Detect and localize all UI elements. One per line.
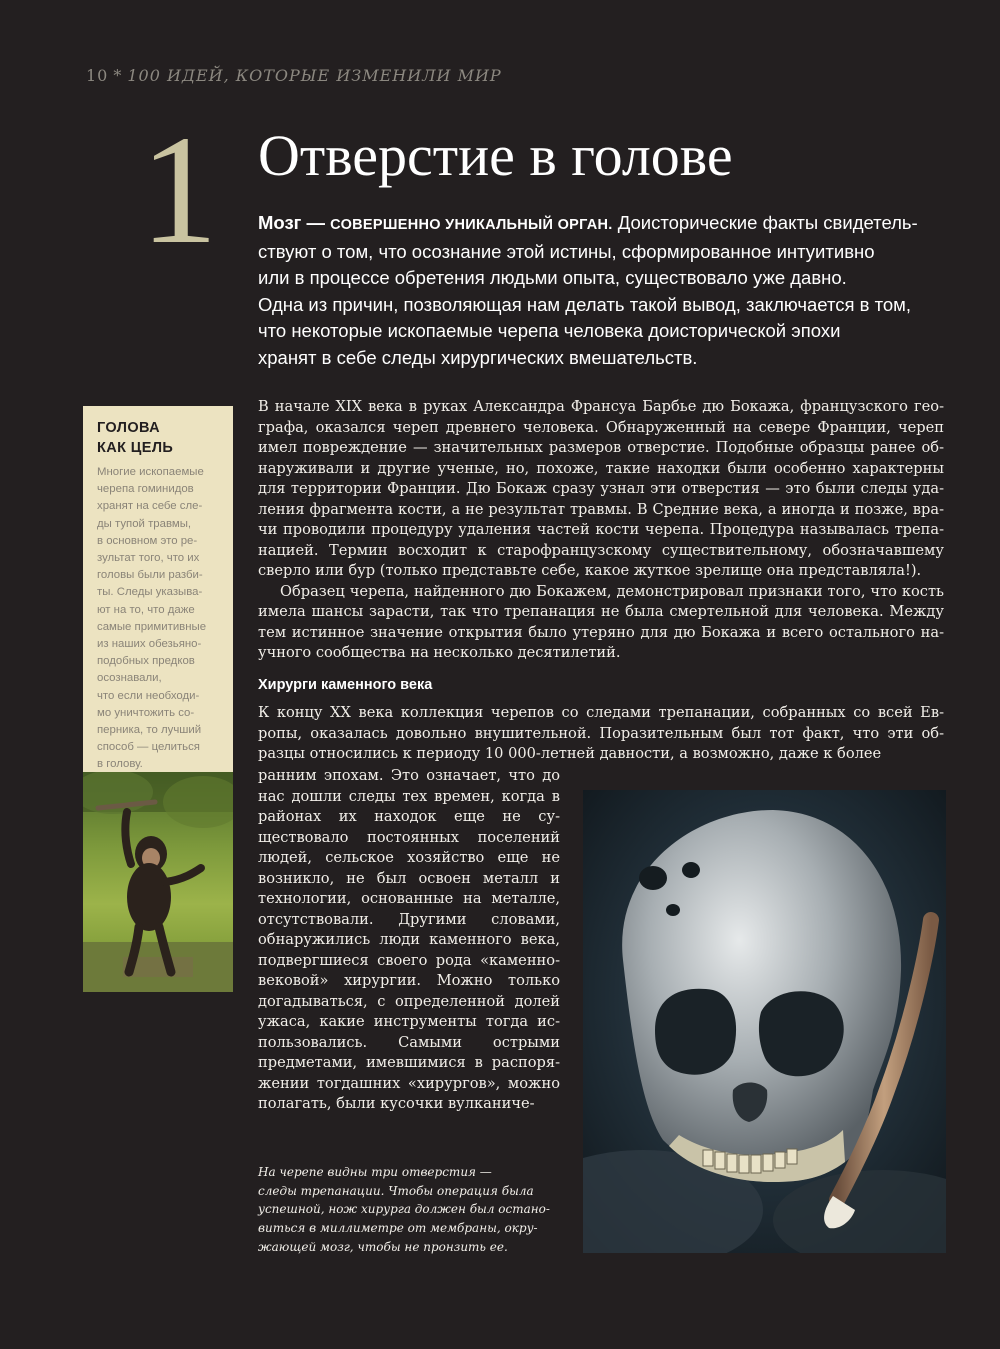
running-head: [86, 66, 502, 85]
sidebar-line: перника, то лучший: [97, 724, 202, 737]
sidebar-line: что если необходи-: [97, 689, 200, 702]
lead-line: что некоторые ископаемые черепа человека доисторической эпохи: [258, 320, 841, 341]
lead-dash: —: [301, 212, 331, 233]
sidebar-line: подобных предков: [97, 655, 195, 668]
sidebar-title: [97, 418, 223, 458]
sidebar-title-line: ГОЛОВА: [97, 420, 161, 436]
lead-line: Доисторические факты свидетель-: [612, 212, 918, 233]
chimpanzee-photo: [83, 772, 233, 992]
body-text-top: [258, 397, 944, 664]
paragraph-1: В начале XIX века в руках Александра Франсуа Барбье дю Бокажа, французского географа, оказался череп древнего человека. Обнаруженный на севере Франции, череп имел повреждение — значительных размеров отверстие. Подобные образцы ранее обнаруживали и другие ученые, но, похоже, такие находки были особенно характерны для территории Франции. Дю Бокаж сразу узнал эти отверстия — это были следы удаления фрагмента кости, а не результат травмы. В Средние века, а иногда и позже, врачи проводили процедуру удаления частей кости черепа. Процедура называлась трепанацией. Термин восходит к старофранцузскому существительному, обозначавшему сверло или бур (только представьте себе, какое жуткое зрелище она представляла!).: [258, 398, 944, 579]
sidebar-line: головы были разби-: [97, 569, 203, 582]
lead-line: или в процессе обретения людьми опыта, существовало уже давно.: [258, 267, 847, 288]
sidebar-line: способ — целиться: [97, 741, 200, 754]
caption-line: жающей мозг, чтобы не пронзить ее.: [258, 1239, 508, 1254]
sidebar-line: в основном это ре-: [97, 534, 198, 547]
sidebar-text: [97, 464, 223, 774]
lead-paragraph: [258, 210, 958, 371]
section-heading: Хирурги каменного века: [258, 677, 433, 693]
sidebar-line: самые примитивные: [97, 620, 207, 633]
sidebar-line: мо уничтожить со-: [97, 706, 195, 719]
page-number: 10: [86, 66, 109, 85]
chapter-title: Отверстие в голове: [258, 123, 733, 188]
sidebar-line: ты. Следы указыва-: [97, 586, 203, 599]
caption-line: успешной, нож хирурга должен был остано-: [258, 1202, 550, 1217]
body-text-middle: [258, 703, 944, 765]
paragraph-3-continued: ранним эпохам. Это означает, что до нас дошли следы тех времен, когда в районах их находок еще не существовало постоянных поселений людей, сельское хозяйство еще не возникло, не был освоен металл и технологии, основанные на металле, отсутствовали. Другими словами, обнаружились люди каменного века, подвергшиеся своего рода «каменновековой» хирургии. Можно только догадываться, с определенной долей ужаса, какие инструменты тогда использовались. Самыми острыми предметами, имевшимися в распоряжении тогдашних «хирургов», можно полагать, были кусочки вулканиче-: [258, 767, 560, 1112]
book-title: 100 ИДЕЙ, КОТОРЫЕ ИЗМЕНИЛИ МИР: [127, 66, 502, 85]
chapter-number: 1: [140, 103, 218, 276]
separator: *: [113, 66, 123, 85]
sidebar-line: ют на то, что даже: [97, 603, 195, 616]
paragraph-2: Образец черепа, найденного дю Бокажем, демонстрировал признаки того, что кость имела шансы зарасти, так что трепанация не была смертельной для человека. Между тем истинное значение открытия было утеряно для дю Бокажа и всего остального научного сообщества на несколько десятилетий.: [258, 582, 944, 661]
sidebar-line: черепа гоминидов: [97, 483, 194, 496]
sidebar-line: хранят на себе сле-: [97, 500, 203, 513]
photo-caption: [258, 1163, 554, 1257]
sidebar-line: ды тупой травмы,: [97, 517, 192, 530]
sidebar-line: Многие ископаемые: [97, 466, 204, 478]
lead-line: Одна из причин, позволяющая нам делать такой вывод, заключается в том,: [258, 293, 912, 315]
sidebar-line: из наших обезьяно-: [97, 638, 202, 651]
sidebar-line: зультат того, что их: [97, 552, 200, 565]
lead-first-word: Мозг: [258, 212, 302, 233]
caption-line: следы трепанации. Чтобы операция была: [258, 1183, 534, 1198]
lead-line: хранят в себе следы хирургических вмешательств.: [258, 346, 698, 368]
caption-line: На черепе видны три отверстия —: [258, 1165, 492, 1179]
caption-line: виться в миллиметре от мембраны, окру-: [258, 1221, 538, 1236]
body-text-column: [258, 766, 560, 1115]
skull-photo: [583, 790, 946, 1253]
sidebar-box: [83, 406, 233, 772]
lead-small-caps: СОВЕРШЕННО УНИКАЛЬНЫЙ ОРГАН.: [330, 217, 613, 233]
sidebar-title-line: КАК ЦЕЛЬ: [97, 440, 174, 456]
sidebar-line: осознавали,: [97, 672, 162, 685]
lead-line: ствуют о том, что осознание этой истины, сформированное интуитивно: [258, 240, 875, 262]
paragraph-3: К концу XX века коллекция черепов со следами трепанации, собранных со всей Европы, оказалась довольно внушительной. Поразительным был тот факт, что эти образцы относились к периоду 10 000-летней давности, а возможно, даже к более: [258, 704, 944, 762]
sidebar-line: в голову.: [97, 758, 143, 771]
